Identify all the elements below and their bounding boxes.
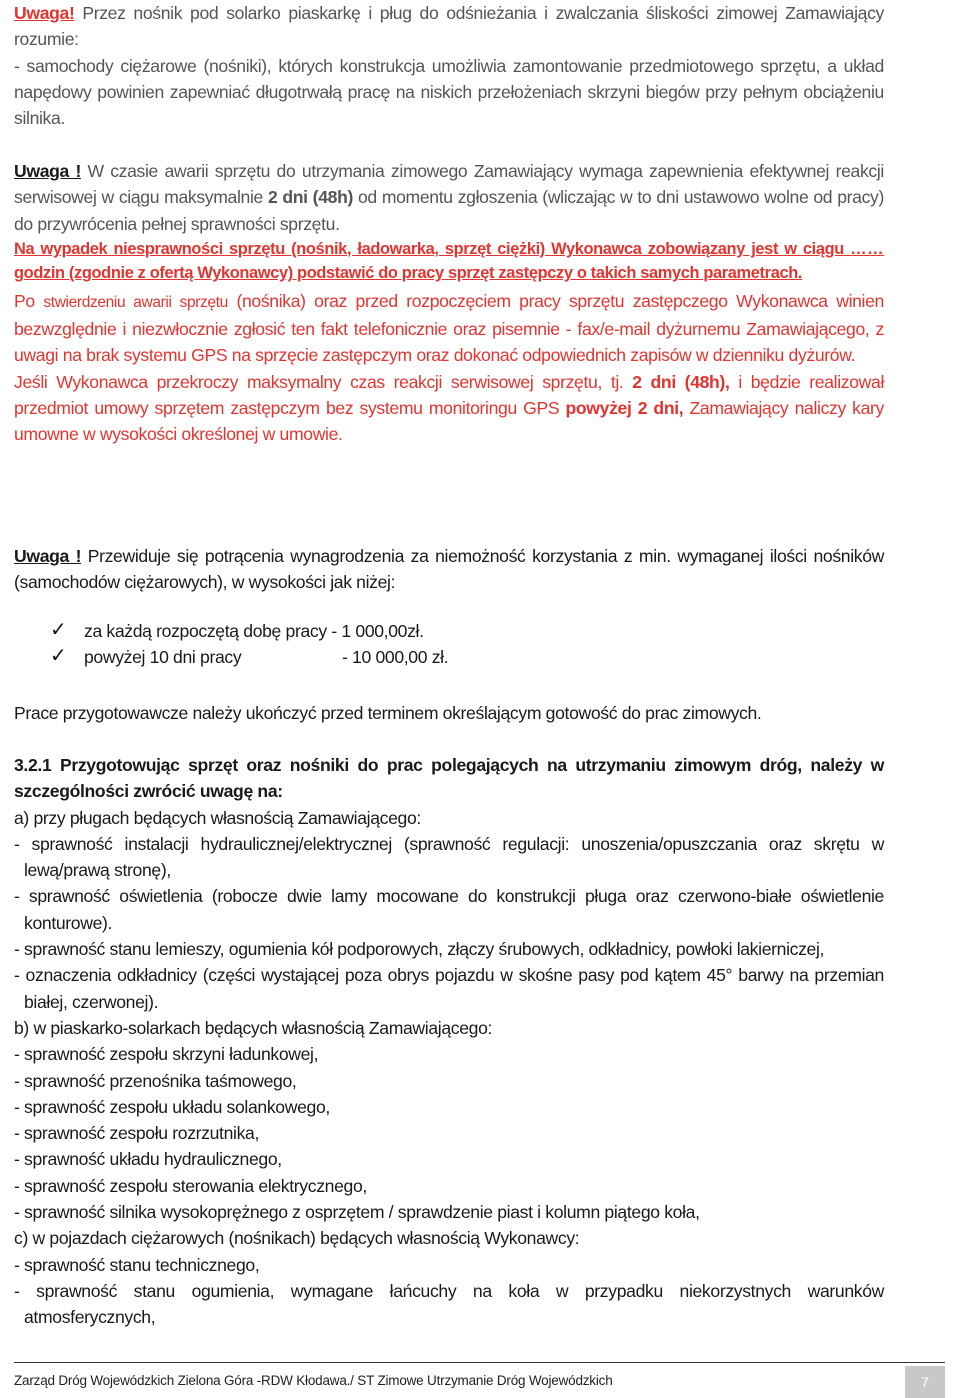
deduction-list <box>50 618 884 671</box>
paragraph-preparation: Prace przygotowawcze należy ukończyć przed terminem określającym gotowość do prac zimowych. <box>14 703 762 723</box>
penalty-paragraph: Jeśli Wykonawca przekroczy maksymalny czas reakcji serwisowej sprzętu, tj. 2 dni (48h), i będzie realizował przedmiot umowy sprzętem zastępczym bez systemu monitoringu GPS powyżej 2 dni, Zamawiający naliczy kary umowne w wysokości określonej w umowie. <box>14 371 884 445</box>
list-item: - oznaczenia odkładnicy (części wystającej poza obrys pojazdu w skośne pasy pod kątem 45° barwy na przemian białej, czerwonej). <box>14 965 884 1012</box>
subsection-title: a) przy pługach będących własnością Zamawiającego: <box>14 807 421 828</box>
list-item: - sprawność stanu ogumienia, wymagane łańcuchy na koła w przypadku niekorzystnych warunków atmosferycznych, <box>14 1280 884 1328</box>
list-item: - sprawność silnika wysokoprężnego z osprzętem / sprawdzenie piast i kolumn piątego koła, <box>14 1202 700 1223</box>
list-item: - sprawność zespołu rozrzutnika, <box>14 1123 259 1144</box>
replacement-warning: Na wypadek niesprawności sprzętu (nośnik, ładowarka, sprzęt ciężki) Wykonawca zobowiązany jest w ciągu …… godzin (zgodnie z ofertą Wykonawcy) podstawić do pracy sprzęt zastępczy o takich samych parametrach. <box>14 239 884 283</box>
list-item: - sprawność zespołu sterowania elektrycznego, <box>14 1175 367 1196</box>
list-item: - sprawność oświetlenia (robocze dwie lamy mocowane do konstrukcji pługa oraz czerwono-białe oświetlenie konturowe). <box>14 886 884 933</box>
list-item: - samochody ciężarowe (nośniki), których konstrukcja umożliwia zamontowanie przedmiotowego sprzętu, a układ napędowy powinien zapewniać długotrwałą pracę na niskich przełożeniach skrzyni biegów przy pełnym obciążeniu silnika. <box>14 55 884 129</box>
list-item: ✓ powyżej 10 dni pracy - 10 000,00 zł. <box>50 644 449 667</box>
page-number: 7 <box>905 1366 945 1398</box>
paragraph-text: od momentu zgłoszenia (wliczając w to dni ustawowo wolne od pracy) do przywrócenia pełnej sprawności sprzętu. <box>14 187 885 234</box>
paragraph-carrier-definition <box>14 0 884 131</box>
check-icon: ✓ <box>50 618 67 641</box>
footer-text: Zarząd Dróg Wojewódzkich Zielona Góra -RDW Kłodawa./ ST Zimowe Utrzymanie Dróg Wojewódzkich <box>14 1373 613 1388</box>
warning-label: Uwaga! <box>14 3 75 23</box>
list-item: - sprawność zespołu skrzyni ładunkowej, <box>14 1044 319 1065</box>
paragraph-text: Przez nośnik pod solarko piaskarkę i pług do odśnieżania i zwalczania śliskości zimowej Zamawiający rozumie: <box>14 3 884 50</box>
list-item: - sprawność układu hydraulicznego, <box>14 1149 282 1170</box>
failure-report-paragraph: Po stwierdzeniu awarii sprzętu (nośnika) oraz przed rozpoczęciem pracy sprzętu zastępczego Wykonawca winien bezwzględnie i niezwłocznie zgłosić ten fakt telefonicznie oraz pisemnie - fax/e-mail dyżurnemu Zamawiającego, z uwagi na brak systemu GPS na sprzęcie zastępczym oraz dokonać odpowiednich zapisów w dzienniku dyżurów. <box>14 290 884 366</box>
section-heading: 3.2.1 Przygotowując sprzęt oraz nośniki do prac polegających na utrzymaniu zimowym dróg, należy w szczególności zwrócić uwagę na: <box>14 755 884 802</box>
list-item: - sprawność zespołu układu solankowego, <box>14 1096 330 1117</box>
paragraph-service-response <box>14 158 884 448</box>
highlight-text: 2 dni (48h) <box>267 187 353 208</box>
paragraph-text: Przewiduje się potrącenia wynagrodzenia za niemożność korzystania z min. wymaganej ilości nośników (samochodów ciężarowych), w wysokości jak niżej: <box>14 546 884 593</box>
section-3-2-1 <box>14 752 884 1331</box>
warning-label: Uwaga ! <box>14 161 81 181</box>
warning-label: Uwaga ! <box>14 546 82 566</box>
list-item: ✓ za każdą rozpoczętą dobę pracy - 1 000,00zł. <box>50 618 424 641</box>
subsection-title: c) w pojazdach ciężarowych (nośnikach) będących własnością Wykonawcy: <box>14 1228 580 1249</box>
list-item: - sprawność stanu lemieszy, ogumienia kół podporowych, złączy śrubowych, odkładnicy, powłoki lakierniczej, <box>14 939 825 960</box>
list-item: - sprawność stanu technicznego, <box>14 1254 260 1275</box>
list-item: - sprawność instalacji hydraulicznej/elektrycznej (sprawność regulacji: unoszenia/opuszczania oraz skrętu w lewą/prawą stronę), <box>14 833 884 881</box>
list-item: - sprawność przenośnika taśmowego, <box>14 1070 297 1091</box>
subsection-title: b) w piaskarko-solarkach będących własnością Zamawiającego: <box>14 1017 493 1038</box>
check-icon: ✓ <box>50 644 67 667</box>
paragraph-deductions <box>14 543 884 670</box>
page-footer <box>14 1362 945 1398</box>
paragraph-text: W czasie awarii sprzętu do utrzymania zimowego Zamawiający wymaga zapewnienia efektywnej reakcji serwisowej w ciągu maksymalnie <box>14 161 884 208</box>
